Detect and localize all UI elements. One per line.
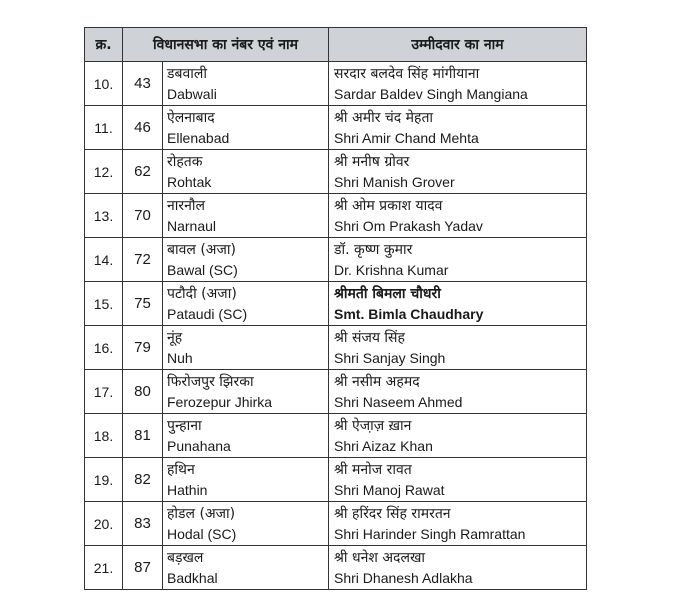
- table-row: [85, 502, 587, 546]
- candidate-english: Shri Dhanesh Adlakha: [334, 569, 473, 586]
- serial-cell: 20.: [85, 502, 123, 546]
- candidate-cell: [329, 150, 587, 194]
- candidate-english: Shri Aizaz Khan: [334, 437, 433, 454]
- constituency-cell: [163, 194, 329, 238]
- candidate-list-document: [84, 27, 586, 590]
- ac-number-cell: 80: [123, 370, 163, 414]
- constituency-hindi: ऐलनाबाद: [167, 109, 215, 126]
- candidate-hindi: श्री हरिंदर सिंह रामरतन: [334, 505, 451, 522]
- serial-cell: 11.: [85, 106, 123, 150]
- ac-number-cell: 70: [123, 194, 163, 238]
- candidate-hindi: श्री मनोज रावत: [334, 461, 412, 478]
- candidate-hindi: श्री नसीम अहमद: [334, 373, 420, 390]
- serial-cell: 10.: [85, 62, 123, 106]
- ac-number-cell: 72: [123, 238, 163, 282]
- candidate-cell: [329, 194, 587, 238]
- candidate-cell: [329, 502, 587, 546]
- ac-number-cell: 82: [123, 458, 163, 502]
- constituency-cell: [163, 458, 329, 502]
- serial-cell: 13.: [85, 194, 123, 238]
- constituency-hindi: होडल (अजा): [167, 505, 236, 522]
- candidate-english: Shri Naseem Ahmed: [334, 393, 463, 410]
- candidate-hindi: श्रीमती बिमला चौधरी: [334, 285, 441, 302]
- serial-cell: 12.: [85, 150, 123, 194]
- constituency-english: Narnaul: [167, 217, 217, 234]
- header-candidate: उम्मीदवार का नाम: [329, 28, 587, 62]
- candidate-english: Shri Manish Grover: [334, 173, 455, 190]
- constituency-english: Nuh: [167, 349, 193, 366]
- ac-number-cell: 46: [123, 106, 163, 150]
- constituency-english: Rohtak: [167, 173, 212, 190]
- header-serial: क्र.: [85, 28, 123, 62]
- serial-cell: 16.: [85, 326, 123, 370]
- constituency-hindi: रोहतक: [167, 153, 203, 170]
- table-row: [85, 150, 587, 194]
- serial-cell: 17.: [85, 370, 123, 414]
- constituency-cell: [163, 546, 329, 590]
- candidate-english: Sardar Baldev Singh Mangiana: [334, 85, 528, 102]
- ac-number-cell: 83: [123, 502, 163, 546]
- serial-cell: 15.: [85, 282, 123, 326]
- candidate-english: Dr. Krishna Kumar: [334, 261, 449, 278]
- constituency-hindi: नारनौल: [167, 197, 206, 214]
- candidate-cell: [329, 62, 587, 106]
- constituency-hindi: फिरोजपुर झिरका: [167, 373, 254, 390]
- candidate-english: Smt. Bimla Chaudhary: [334, 305, 484, 322]
- table-row: [85, 282, 587, 326]
- candidate-table: [84, 27, 587, 590]
- candidate-hindi: सरदार बलदेव सिंह मांगीयाना: [334, 65, 480, 82]
- constituency-cell: [163, 150, 329, 194]
- candidate-hindi: श्री ओम प्रकाश यादव: [334, 197, 443, 214]
- table-row: [85, 62, 587, 106]
- constituency-english: Ellenabad: [167, 129, 230, 146]
- candidate-cell: [329, 414, 587, 458]
- constituency-english: Bawal (SC): [167, 261, 238, 278]
- candidate-english: Shri Manoj Rawat: [334, 481, 445, 498]
- candidate-english: Shri Harinder Singh Ramrattan: [334, 525, 526, 542]
- ac-number-cell: 87: [123, 546, 163, 590]
- constituency-cell: [163, 106, 329, 150]
- ac-number-cell: 75: [123, 282, 163, 326]
- constituency-hindi: बावल (अजा): [167, 241, 236, 258]
- serial-cell: 19.: [85, 458, 123, 502]
- constituency-hindi: डबवाली: [167, 65, 208, 82]
- constituency-cell: [163, 502, 329, 546]
- constituency-hindi: बड़खल: [167, 549, 204, 566]
- table-row: [85, 106, 587, 150]
- table-row: [85, 414, 587, 458]
- candidate-cell: [329, 326, 587, 370]
- constituency-cell: [163, 238, 329, 282]
- constituency-english: Hodal (SC): [167, 525, 237, 542]
- candidate-english: Shri Om Prakash Yadav: [334, 217, 483, 234]
- serial-cell: 21.: [85, 546, 123, 590]
- table-header-row: [85, 28, 587, 62]
- candidate-cell: [329, 106, 587, 150]
- candidate-english: Shri Amir Chand Mehta: [334, 129, 479, 146]
- constituency-english: Dabwali: [167, 85, 217, 102]
- table-row: [85, 370, 587, 414]
- candidate-hindi: श्री धनेश अदलखा: [334, 549, 426, 566]
- ac-number-cell: 79: [123, 326, 163, 370]
- candidate-cell: [329, 238, 587, 282]
- candidate-hindi: श्री मनीष ग्रोवर: [334, 153, 410, 170]
- constituency-cell: [163, 414, 329, 458]
- candidate-hindi: श्री संजय सिंह: [334, 329, 405, 346]
- constituency-cell: [163, 62, 329, 106]
- candidate-english: Shri Sanjay Singh: [334, 349, 446, 366]
- candidate-hindi: श्री ऐजा़ज़ ख़ान: [334, 417, 412, 434]
- constituency-hindi: पटौदी (अजा): [167, 285, 237, 302]
- candidate-hindi: श्री अमीर चंद मेहता: [334, 109, 434, 126]
- header-constituency: विधानसभा का नंबर एवं नाम: [123, 28, 329, 62]
- serial-cell: 14.: [85, 238, 123, 282]
- candidate-cell: [329, 458, 587, 502]
- constituency-hindi: हथिन: [167, 461, 195, 478]
- constituency-english: Punahana: [167, 437, 231, 454]
- table-row: [85, 546, 587, 590]
- table-row: [85, 238, 587, 282]
- constituency-cell: [163, 370, 329, 414]
- constituency-english: Pataudi (SC): [167, 305, 248, 322]
- candidate-cell: [329, 546, 587, 590]
- constituency-cell: [163, 326, 329, 370]
- constituency-cell: [163, 282, 329, 326]
- ac-number-cell: 43: [123, 62, 163, 106]
- serial-cell: 18.: [85, 414, 123, 458]
- ac-number-cell: 81: [123, 414, 163, 458]
- ac-number-cell: 62: [123, 150, 163, 194]
- constituency-english: Badkhal: [167, 569, 218, 586]
- constituency-english: Hathin: [167, 481, 208, 498]
- constituency-english: Ferozepur Jhirka: [167, 393, 273, 410]
- candidate-hindi: डॉ. कृष्ण कुमार: [334, 241, 413, 258]
- constituency-hindi: नूंह: [167, 329, 183, 346]
- table-row: [85, 458, 587, 502]
- constituency-hindi: पुन्हाना: [167, 417, 202, 434]
- candidate-cell: [329, 370, 587, 414]
- table-row: [85, 326, 587, 370]
- table-row: [85, 194, 587, 238]
- candidate-cell: [329, 282, 587, 326]
